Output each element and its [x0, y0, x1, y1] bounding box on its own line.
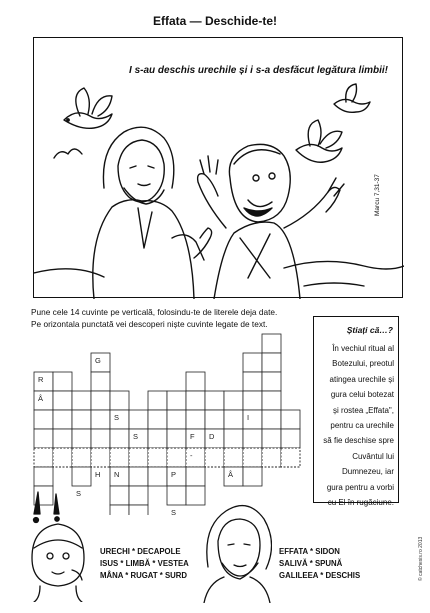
grid-cell[interactable] — [129, 486, 148, 505]
grid-cell[interactable] — [72, 391, 91, 410]
given-letter: F — [190, 432, 195, 441]
given-letter: R — [38, 375, 44, 384]
grid-cell[interactable] — [243, 410, 262, 429]
scene-caption: I s-au deschis urechile și i s-a desfăcut legătura limbii! — [129, 65, 388, 76]
grid-cell[interactable] — [224, 467, 243, 486]
grid-cell[interactable] — [110, 391, 129, 410]
grid-cell[interactable] — [148, 448, 167, 467]
dove-right — [296, 120, 342, 162]
grid-cell[interactable] — [281, 429, 300, 448]
grid-cell[interactable] — [205, 410, 224, 429]
grid-cell[interactable] — [148, 391, 167, 410]
grid-cell[interactable] — [167, 391, 186, 410]
grid-cell[interactable] — [262, 410, 281, 429]
infobox-line: atingea urechile și — [329, 374, 394, 384]
infobox-line: Botezului, preotul — [332, 359, 394, 369]
grid-cell[interactable] — [262, 334, 281, 353]
grid-cell[interactable] — [243, 391, 262, 410]
dove-top — [334, 84, 370, 112]
grid-cell[interactable] — [243, 353, 262, 372]
given-letter: Â — [38, 394, 44, 403]
word-list-line: EFFATA * SIDON — [279, 547, 340, 556]
grid-cell[interactable] — [281, 410, 300, 429]
word-list-line: URECHI * DECAPOLE — [100, 547, 181, 556]
grid-cell[interactable] — [186, 467, 205, 486]
grid-cell[interactable] — [224, 410, 243, 429]
did-you-know-box — [313, 316, 399, 508]
healed-man-figure — [198, 144, 344, 299]
infobox-line: Dumnezeu, iar — [341, 467, 394, 477]
grid-cell[interactable] — [110, 410, 129, 429]
grid-cell[interactable] — [72, 448, 91, 467]
grid-cell[interactable] — [205, 448, 224, 467]
given-letter: P — [171, 470, 177, 479]
grid-cell[interactable] — [72, 429, 91, 448]
grid-cell[interactable] — [91, 429, 110, 448]
jesus-figure — [93, 127, 212, 299]
grid-cell[interactable] — [110, 486, 129, 505]
grid-cell[interactable] — [53, 372, 72, 391]
grid-cell[interactable] — [224, 391, 243, 410]
given-letter: S — [133, 432, 139, 441]
grid-cell[interactable] — [205, 391, 224, 410]
infobox-line: pentru ca urechile — [330, 421, 394, 431]
grid-cell[interactable] — [34, 372, 53, 391]
grid-cell[interactable] — [186, 429, 205, 448]
grid-cell[interactable] — [186, 391, 205, 410]
crossword-grid — [30, 330, 312, 515]
grid-cell[interactable] — [167, 467, 186, 486]
grid-cell[interactable] — [91, 391, 110, 410]
infobox-title: Știați că…? — [346, 325, 393, 335]
grid-cell[interactable] — [110, 448, 129, 467]
grid-cell[interactable] — [224, 448, 243, 467]
infobox-line: și rostea „Effata", — [333, 405, 394, 415]
infobox-line: gura celui botezat — [330, 390, 394, 400]
grid-cell[interactable] — [243, 467, 262, 486]
word-list-line: MÂNA * RUGAT * SURD — [100, 571, 188, 581]
grid-cell[interactable] — [148, 429, 167, 448]
grid-cell[interactable] — [262, 391, 281, 410]
grid-cell[interactable] — [34, 429, 53, 448]
given-letter: N — [114, 470, 120, 479]
grid-cell[interactable] — [186, 448, 205, 467]
grid-cell[interactable] — [110, 467, 129, 486]
grid-cell[interactable] — [129, 429, 148, 448]
grid-cell[interactable] — [72, 467, 91, 486]
grid-cell[interactable] — [167, 429, 186, 448]
instruction-line-2: Pe orizontala punctată vei descoperi niște cuvinte legate de text. — [31, 318, 268, 329]
dove-left — [64, 88, 112, 128]
word-list-right — [279, 546, 360, 583]
man-with-exclamation-drawing — [26, 490, 94, 602]
page-title: Effata — Deschide-te! — [152, 14, 278, 28]
given-letter: S — [171, 508, 177, 515]
grid-cell[interactable] — [72, 410, 91, 429]
grid-cell[interactable] — [110, 505, 129, 515]
grid-cell[interactable] — [186, 372, 205, 391]
instruction-line-1: Pune cele 14 cuvinte pe verticală, folosindu-te de literele deja date. — [31, 307, 278, 317]
infobox-line: cu El în rugăciune. — [327, 498, 394, 508]
grid-cell[interactable] — [91, 372, 110, 391]
grid-cell[interactable] — [110, 429, 129, 448]
grid-cell[interactable] — [167, 448, 186, 467]
grid-cell[interactable] — [129, 505, 148, 515]
infobox-line: să fie deschise spre — [323, 436, 394, 446]
grid-cell[interactable] — [167, 486, 186, 505]
illustration-drawing — [34, 38, 404, 299]
word-list-line: ISUS * LIMBĂ * VESTEA — [100, 559, 189, 569]
grid-cell[interactable] — [224, 429, 243, 448]
word-list-line: GALILEEA * DESCHIS — [279, 571, 361, 581]
grid-cell[interactable] — [129, 410, 148, 429]
grid-cell[interactable] — [205, 429, 224, 448]
infobox-line: gura pentru a vorbi — [326, 482, 394, 492]
given-letter: S — [114, 413, 120, 422]
grid-cell[interactable] — [148, 467, 167, 486]
given-letter: S — [76, 489, 82, 498]
grid-cell[interactable] — [243, 372, 262, 391]
grid-cell[interactable] — [129, 467, 148, 486]
grid-cell[interactable] — [91, 410, 110, 429]
grid-cell[interactable] — [53, 410, 72, 429]
grid-cell[interactable] — [53, 448, 72, 467]
copyright-notice: © catchesis.ro 2013 — [418, 536, 424, 581]
grid-cell[interactable] — [281, 448, 300, 467]
puzzle-instructions — [31, 307, 321, 330]
word-list-left — [100, 546, 189, 583]
grid-cell[interactable] — [34, 410, 53, 429]
grid-cell[interactable] — [34, 391, 53, 410]
given-letter: - — [190, 451, 193, 460]
grid-cell[interactable] — [243, 429, 262, 448]
infobox-line: În vechiul ritual al — [332, 344, 394, 353]
infobox-text — [314, 341, 394, 510]
given-letter: Â — [228, 470, 234, 479]
grid-cell[interactable] — [262, 448, 281, 467]
grid-cell[interactable] — [243, 448, 262, 467]
jesus-portrait-drawing — [200, 497, 272, 603]
grid-cell[interactable] — [167, 410, 186, 429]
grid-cell[interactable] — [34, 467, 53, 486]
coloring-illustration — [33, 37, 403, 298]
grid-cell[interactable] — [129, 448, 148, 467]
given-letter: G — [95, 356, 101, 365]
grid-cell[interactable] — [186, 410, 205, 429]
word-list-line: SALIVĂ * SPUNĂ — [279, 559, 343, 569]
grid-cell[interactable] — [91, 448, 110, 467]
grid-cell[interactable] — [53, 429, 72, 448]
grid-cell[interactable] — [262, 353, 281, 372]
exclamation-icon — [34, 492, 40, 514]
grid-cell[interactable] — [148, 410, 167, 429]
given-letter: I — [247, 413, 250, 422]
given-letter: D — [209, 432, 215, 441]
bible-reference: Marcu 7,31-37 — [374, 174, 381, 216]
grid-cell[interactable] — [34, 448, 53, 467]
infobox-line: Cuvântul lui — [352, 451, 394, 461]
grid-cell[interactable] — [262, 429, 281, 448]
grid-cell[interactable] — [262, 372, 281, 391]
given-letter: H — [95, 470, 101, 479]
grid-cell[interactable] — [53, 391, 72, 410]
